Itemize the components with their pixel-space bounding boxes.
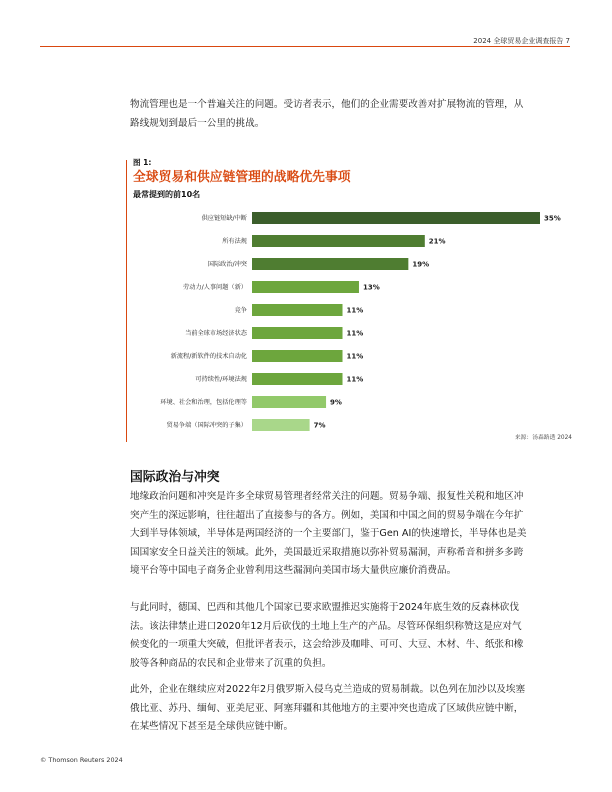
page-header: 2024 全球贸易企业调查报告 7 [473, 37, 570, 45]
bar [252, 258, 408, 270]
category-label: 供应链短缺/中断 [201, 215, 247, 223]
bar [252, 235, 425, 247]
bar [252, 327, 343, 339]
value-label: 11% [346, 306, 364, 315]
category-label: 国际政治/冲突 [207, 261, 247, 269]
copyright-footer: © Thomson Reuters 2024 [40, 756, 123, 764]
value-label: 11% [346, 329, 364, 338]
intro-paragraph: 物流管理也是一个普遍关注的问题。受访者表示，他们的企业需要改善对扩展物流的管理，从路线规划到最后一公里的挑战。 [130, 99, 524, 129]
bar [252, 396, 326, 408]
bar [252, 419, 310, 431]
category-label: 贸易争端（国际冲突的子集） [166, 422, 247, 430]
bar [252, 304, 343, 316]
figure-source: 来源：汤森路透 2024 [514, 435, 572, 441]
category-label: 可持续性/环境法规 [195, 376, 247, 384]
figure-title: 全球贸易和供应链管理的战略优先事项 [133, 170, 351, 185]
category-label: 当前全球市场经济状态 [185, 330, 247, 338]
value-label: 11% [346, 375, 364, 384]
category-label: 所有法规 [222, 238, 247, 246]
value-label: 7% [313, 421, 326, 430]
category-label: 新流程/新软件的技术自动化 [170, 353, 247, 361]
bar [252, 281, 359, 293]
category-label: 劳动力/人事问题（新） [183, 284, 247, 292]
bar [252, 212, 540, 224]
category-label: 竞争 [234, 307, 247, 315]
figure-label: 图 1: [133, 158, 152, 167]
value-label: 11% [346, 352, 364, 361]
value-label: 21% [428, 237, 446, 246]
section-paragraph-1: 地缘政治问题和冲突是许多全球贸易管理者经常关注的问题。贸易争端、报复性关税和地区冲突产生的深远影响，往往超出了直接参与的各方。例如，美国和中国之间的贸易争端在今年扩大到半导体领域，半导体是两国经济的一个主要部门，鉴于Gen AI的快速增长，半导体也是美国国家安全日益关注的领域。此外，美国最近采取措施以弥补贸易漏洞，声称希音和拼多多跨境平台等中国电子商务企业曾利用这些漏洞向美国市场大量供应廉价消费品。 [130, 491, 527, 577]
value-label: 13% [362, 283, 380, 292]
section-paragraph-2: 与此同时，德国、巴西和其他几个国家已要求欧盟推迟实施将于2024年底生效的反森林砍伐法。该法律禁止进口2020年12月后砍伐的土地上生产的产品。尽管环保组织称赞这是应对气候变化的一项重大突破，但批评者表示，这会给涉及咖啡、可可、大豆、木材、牛、纸张和橡胶等各种商品的农民和企业带来了沉重的负担。 [130, 602, 524, 669]
bar [252, 373, 343, 385]
figure-subtitle: 最常提到的前10名 [133, 190, 201, 199]
section-paragraph-3: 此外，企业在继续应对2022年2月俄罗斯入侵乌克兰造成的贸易制裁。以色列在加沙以及埃塞俄比亚、苏丹、缅甸、亚美尼亚、阿塞拜疆和其他地方的主要冲突也造成了区域供应链中断，在某些情况下甚至是全球供应链中断。 [130, 684, 526, 733]
section-heading: 国际政治与冲突 [130, 470, 220, 485]
category-label: 环境、社会和治理，包括伦理等 [160, 399, 247, 407]
value-label: 19% [412, 260, 430, 269]
value-label: 9% [330, 398, 342, 407]
bar [252, 350, 343, 362]
value-label: 35% [544, 214, 561, 223]
